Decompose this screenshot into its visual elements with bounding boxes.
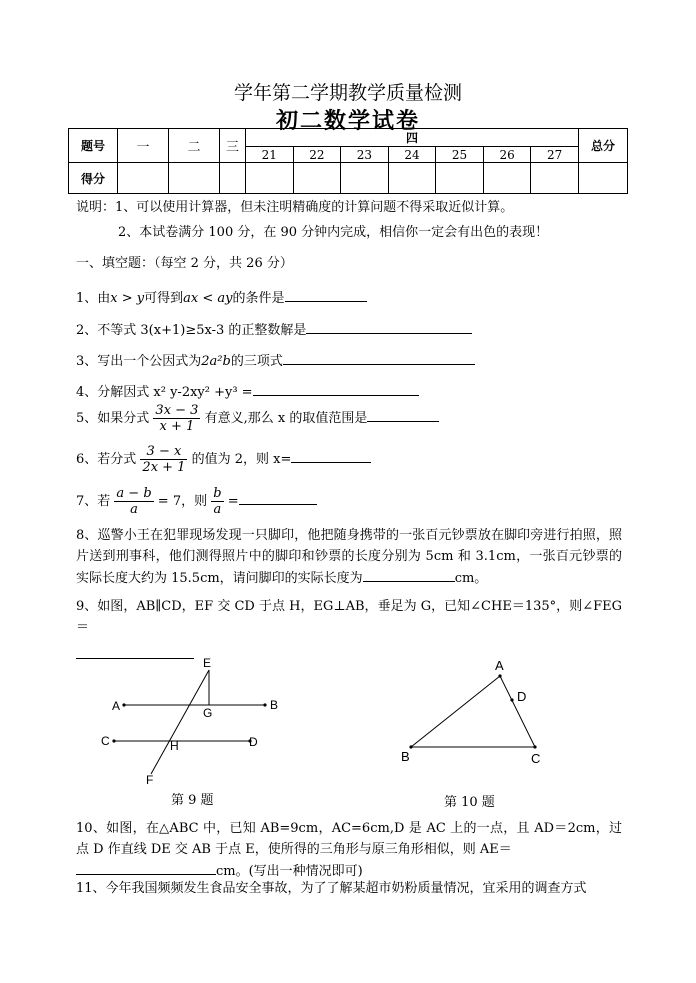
answer-blank[interactable]	[291, 448, 371, 463]
score-cell[interactable]	[388, 163, 436, 194]
answer-blank[interactable]	[253, 381, 419, 396]
answer-blank[interactable]	[239, 490, 317, 505]
fraction: $\frac{b}{a}$	[213, 486, 222, 517]
label-g: G	[203, 706, 213, 720]
score-cell[interactable]	[483, 163, 531, 194]
point-c	[533, 745, 536, 748]
score-cell[interactable]	[436, 163, 484, 194]
question-2: 2、不等式 3(x+1)≥5x-3 的正整数解是	[76, 319, 472, 338]
question-4: 4、分解因式 x² y-2xy² +y³ =	[76, 381, 419, 400]
score-cell[interactable]	[118, 163, 169, 194]
point-c	[112, 739, 115, 742]
score-col-2: 二	[169, 129, 220, 163]
exam-header-title: 学年第二学期教学质量检测	[233, 82, 462, 104]
label-e: E	[203, 656, 212, 670]
score-cell[interactable]	[169, 163, 220, 194]
point-a	[498, 674, 501, 677]
score-col-1: 一	[118, 129, 169, 163]
point-b	[263, 703, 266, 706]
figure-9-caption: 第 9 题	[171, 793, 214, 808]
score-row-label-question: 题号	[69, 129, 118, 163]
score-cell[interactable]	[293, 163, 341, 194]
answer-blank[interactable]	[306, 319, 472, 334]
line-ef	[151, 670, 209, 774]
score-cell[interactable]	[220, 163, 246, 194]
question-11: 11、今年我国频频发生食品安全事故，为了了解某超市奶粉质量情况，宜采用的调查方式	[76, 881, 587, 896]
fraction: $\frac{3 - x}{2x + 1}$	[142, 444, 186, 475]
answer-blank[interactable]	[363, 567, 455, 582]
score-col-total: 总分	[579, 129, 628, 163]
score-col-3: 三	[220, 129, 246, 163]
score-sub-23: 23	[341, 147, 389, 163]
score-sub-21: 21	[246, 147, 294, 163]
label-a: A	[112, 699, 121, 713]
score-cell[interactable]	[341, 163, 389, 194]
point-b	[409, 745, 412, 748]
point-a	[122, 703, 125, 706]
label-b: B	[401, 749, 410, 764]
fraction: $\frac{3x - 3}{x + 1}$	[155, 403, 199, 434]
answer-blank[interactable]	[367, 407, 439, 422]
question-5: 5、如果分式 $\frac{3x - 3}{x + 1}$ 有意义,那么 x 的取值范围是	[76, 403, 439, 434]
score-sub-25: 25	[436, 147, 484, 163]
label-c: C	[101, 734, 110, 748]
question-7: 7、若 $\frac{a - b}{a}$ = 7，则 $\frac{b}{a}$ =	[76, 486, 317, 517]
score-sub-26: 26	[483, 147, 531, 163]
label-h: H	[170, 739, 179, 753]
label-b: B	[270, 698, 279, 712]
instruction-2: 2、本试卷满分 100 分，在 90 分钟内完成，相信你一定会有出色的表现！	[118, 225, 549, 240]
score-row-label-score: 得分	[69, 163, 118, 194]
score-table	[68, 128, 628, 194]
figure-9-diagram	[90, 652, 310, 792]
question-6: 6、若分式 $\frac{3 - x}{2x + 1}$ 的值为 2，则 x=	[76, 444, 371, 475]
score-sub-22: 22	[293, 147, 341, 163]
score-cell[interactable]	[246, 163, 294, 194]
label-d: D	[517, 689, 527, 704]
question-1: 1、由x > y可得到ax < ay的条件是	[76, 287, 367, 306]
fraction: $\frac{a - b}{a}$	[116, 486, 152, 517]
score-cell[interactable]	[531, 163, 579, 194]
score-cell[interactable]	[579, 163, 628, 194]
section-1-heading: 一、填空题：（每空 2 分，共 26 分）	[76, 256, 293, 271]
label-a: A	[495, 658, 504, 673]
score-col-4: 四	[246, 129, 579, 147]
question-9: 9、如图，AB∥CD，EF 交 CD 于点 H，EG⊥AB，垂足为 G，已知∠CHE＝135°，则∠FEG＝	[76, 596, 622, 666]
label-c: C	[531, 751, 541, 766]
question-8: 8、巡警小王在犯罪现场发现一只脚印，他把随身携带的一张百元钞票放在脚印旁进行拍照，照片送到刑事科，他们测得照片中的脚印和钞票的长度分别为 5cm 和 3.1cm，一张百元钞票的实际长度大约为 15.5cm，请问脚印的实际长度为 cm。	[76, 528, 622, 586]
point-d	[510, 698, 513, 701]
label-f: F	[146, 773, 154, 787]
answer-blank[interactable]	[76, 860, 216, 875]
figure-10-diagram	[395, 655, 555, 775]
score-sub-27: 27	[531, 147, 579, 163]
score-sub-24: 24	[388, 147, 436, 163]
exam-subject-title: 初二数学试卷	[275, 108, 420, 134]
answer-blank[interactable]	[283, 350, 475, 365]
answer-blank[interactable]	[285, 287, 367, 302]
triangle-abc	[411, 676, 535, 747]
instruction-1: 说明：1、可以使用计算器，但未注明精确度的计算问题不得采取近似计算。	[76, 200, 514, 215]
question-3: 3、写出一个公因式为2a²b的三项式	[76, 350, 475, 369]
figure-10-caption: 第 10 题	[444, 795, 495, 810]
label-d: D	[249, 735, 258, 749]
question-10: 10、如图，在△ABC 中，已知 AB=9cm，AC=6cm,D 是 AC 上的一点，且 AD＝2cm，过点 D 作直线 DE 交 AB 于点 E，使所得的三角形与原三角形相似，则 AE＝ cm。(写出一种情况即可)	[76, 821, 622, 879]
